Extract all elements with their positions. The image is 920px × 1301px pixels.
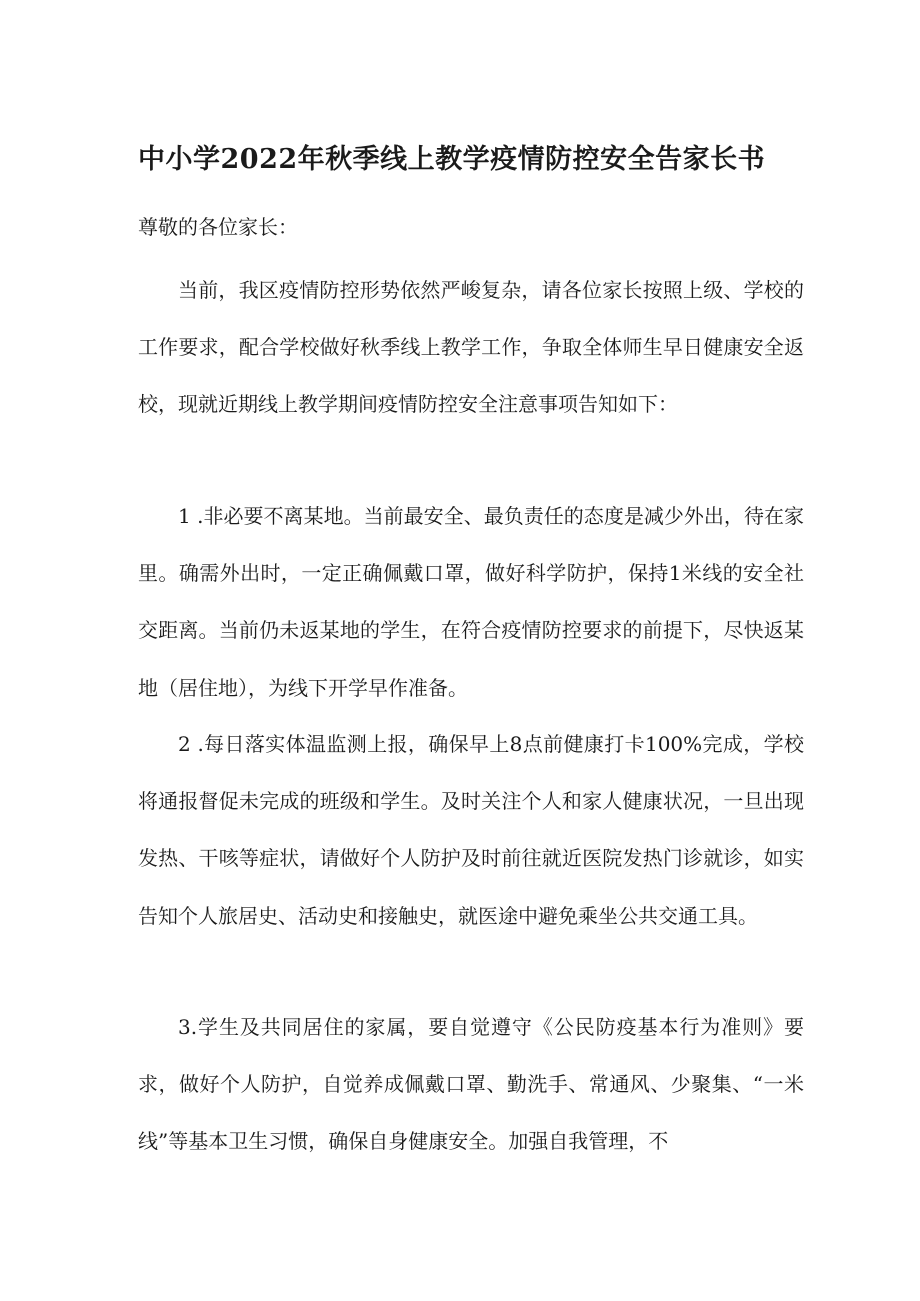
paragraph-intro: 当前，我区疫情防控形势依然严峻复杂，请各位家长按照上级、学校的工作要求，配合学校做好秋季线上教学工作，争取全体师生早日健康安全返校，现就近期线上教学期间疫情防控安全注意事项告知如下： (138, 278, 804, 417)
paragraph-item-3: 3.学生及共同居住的家属，要自觉遵守《公民防疫基本行为准则》要求，做好个人防护，自觉养成佩戴口罩、勤洗手、常通风、少聚集、“一米线”等基本卫生习惯，确保自身健康安全。加强自我管理，不 (138, 1015, 804, 1154)
salutation: 尊敬的各位家长： (138, 215, 298, 239)
document-title: 中小学2022年秋季线上教学疫情防控安全告家长书 (138, 144, 766, 175)
paragraph-item-1: 1 .非必要不离某地。当前最安全、最负责任的态度是减少外出，待在家里。确需外出时，一定正确佩戴口罩，做好科学防护，保持1米线的安全社交距离。当前仍未返某地的学生，在符合疫情防控要求的前提下，尽快返某地（居住地），为线下开学早作准备。 (138, 504, 804, 700)
paragraph-item-2: 2 .每日落实体温监测上报，确保早上8点前健康打卡100%完成，学校将通报督促未完成的班级和学生。及时关注个人和家人健康状况，一旦出现发热、干咳等症状，请做好个人防护及时前往就近医院发热门诊就诊，如实告知个人旅居史、活动史和接触史，就医途中避免乘坐公共交通工具。 (138, 732, 804, 928)
